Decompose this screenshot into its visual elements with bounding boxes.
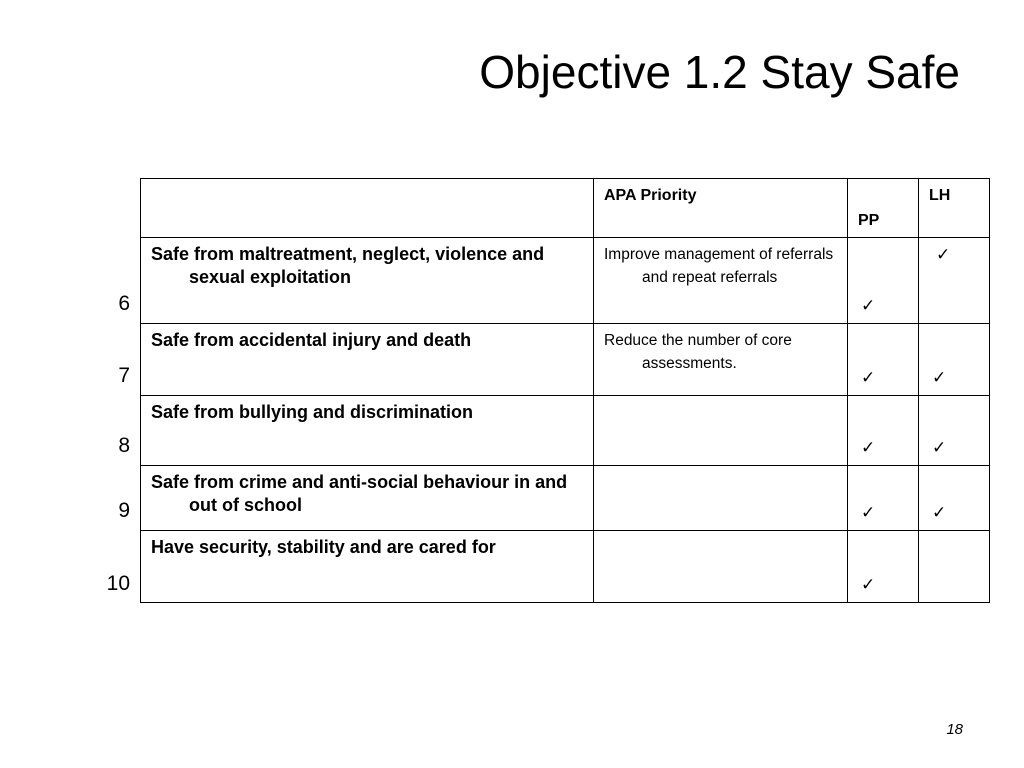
lh-heading: LH [929, 187, 951, 204]
outcome-text: Safe from maltreatment, neglect, violence and sexual exploitation [151, 244, 545, 287]
priority-cell [594, 466, 848, 531]
lh-check-icon: ✓ [932, 438, 947, 458]
priority-text [594, 531, 847, 536]
lh-cell [919, 396, 990, 466]
header-pp [848, 179, 919, 238]
objectives-table [140, 178, 990, 603]
header-lh [919, 179, 990, 238]
priority-cell [594, 324, 848, 396]
priority-text [594, 396, 847, 401]
outcome-text: Safe from bullying and discrimination [151, 402, 474, 422]
row-number-6: 6 [118, 292, 130, 315]
row-number-9: 9 [118, 499, 130, 522]
pp-cell [848, 396, 919, 466]
lh-cell [919, 324, 990, 396]
lh-cell [919, 466, 990, 531]
priority-text [594, 466, 847, 471]
outcome-text: Safe from crime and anti-social behaviour in and out of school [151, 472, 568, 515]
pp-check-icon: ✓ [861, 438, 876, 458]
outcome-cell [141, 531, 594, 603]
outcome-text: Have security, stability and are cared for [151, 537, 496, 557]
table-row [141, 466, 990, 531]
slide-title: Objective 1.2 Stay Safe [479, 46, 960, 98]
page-number: 18 [946, 721, 963, 738]
lh-cell [919, 238, 990, 324]
table-row [141, 238, 990, 324]
row-number-10: 10 [106, 572, 130, 595]
pp-check-icon: ✓ [861, 575, 876, 595]
lh-cell [919, 531, 990, 603]
table-header-row [141, 179, 990, 238]
outcome-text: Safe from accidental injury and death [151, 330, 472, 350]
priority-cell [594, 396, 848, 466]
row-number-7: 7 [118, 364, 130, 387]
lh-check-icon: ✓ [936, 245, 951, 265]
pp-cell [848, 531, 919, 603]
outcome-cell [141, 396, 594, 466]
priority-text: Improve management of referrals and repeat referrals [604, 246, 834, 286]
pp-cell [848, 466, 919, 531]
priority-cell [594, 531, 848, 603]
header-blank-cell [141, 179, 594, 238]
priority-cell [594, 238, 848, 324]
lh-check-icon: ✓ [932, 368, 947, 388]
outcome-cell [141, 324, 594, 396]
table-row [141, 396, 990, 466]
outcome-cell [141, 238, 594, 324]
pp-check-icon: ✓ [861, 368, 876, 388]
header-apa-priority [594, 179, 848, 238]
pp-cell [848, 238, 919, 324]
lh-check-icon: ✓ [932, 503, 947, 523]
outcome-cell [141, 466, 594, 531]
priority-text: Reduce the number of core assessments. [604, 332, 792, 372]
pp-check-icon: ✓ [861, 503, 876, 523]
pp-check-icon: ✓ [861, 296, 876, 316]
apa-priority-heading: APA Priority [604, 187, 697, 204]
row-number-8: 8 [118, 434, 130, 457]
table-row [141, 531, 990, 603]
pp-heading: PP [858, 212, 880, 229]
table-row [141, 324, 990, 396]
pp-cell [848, 324, 919, 396]
